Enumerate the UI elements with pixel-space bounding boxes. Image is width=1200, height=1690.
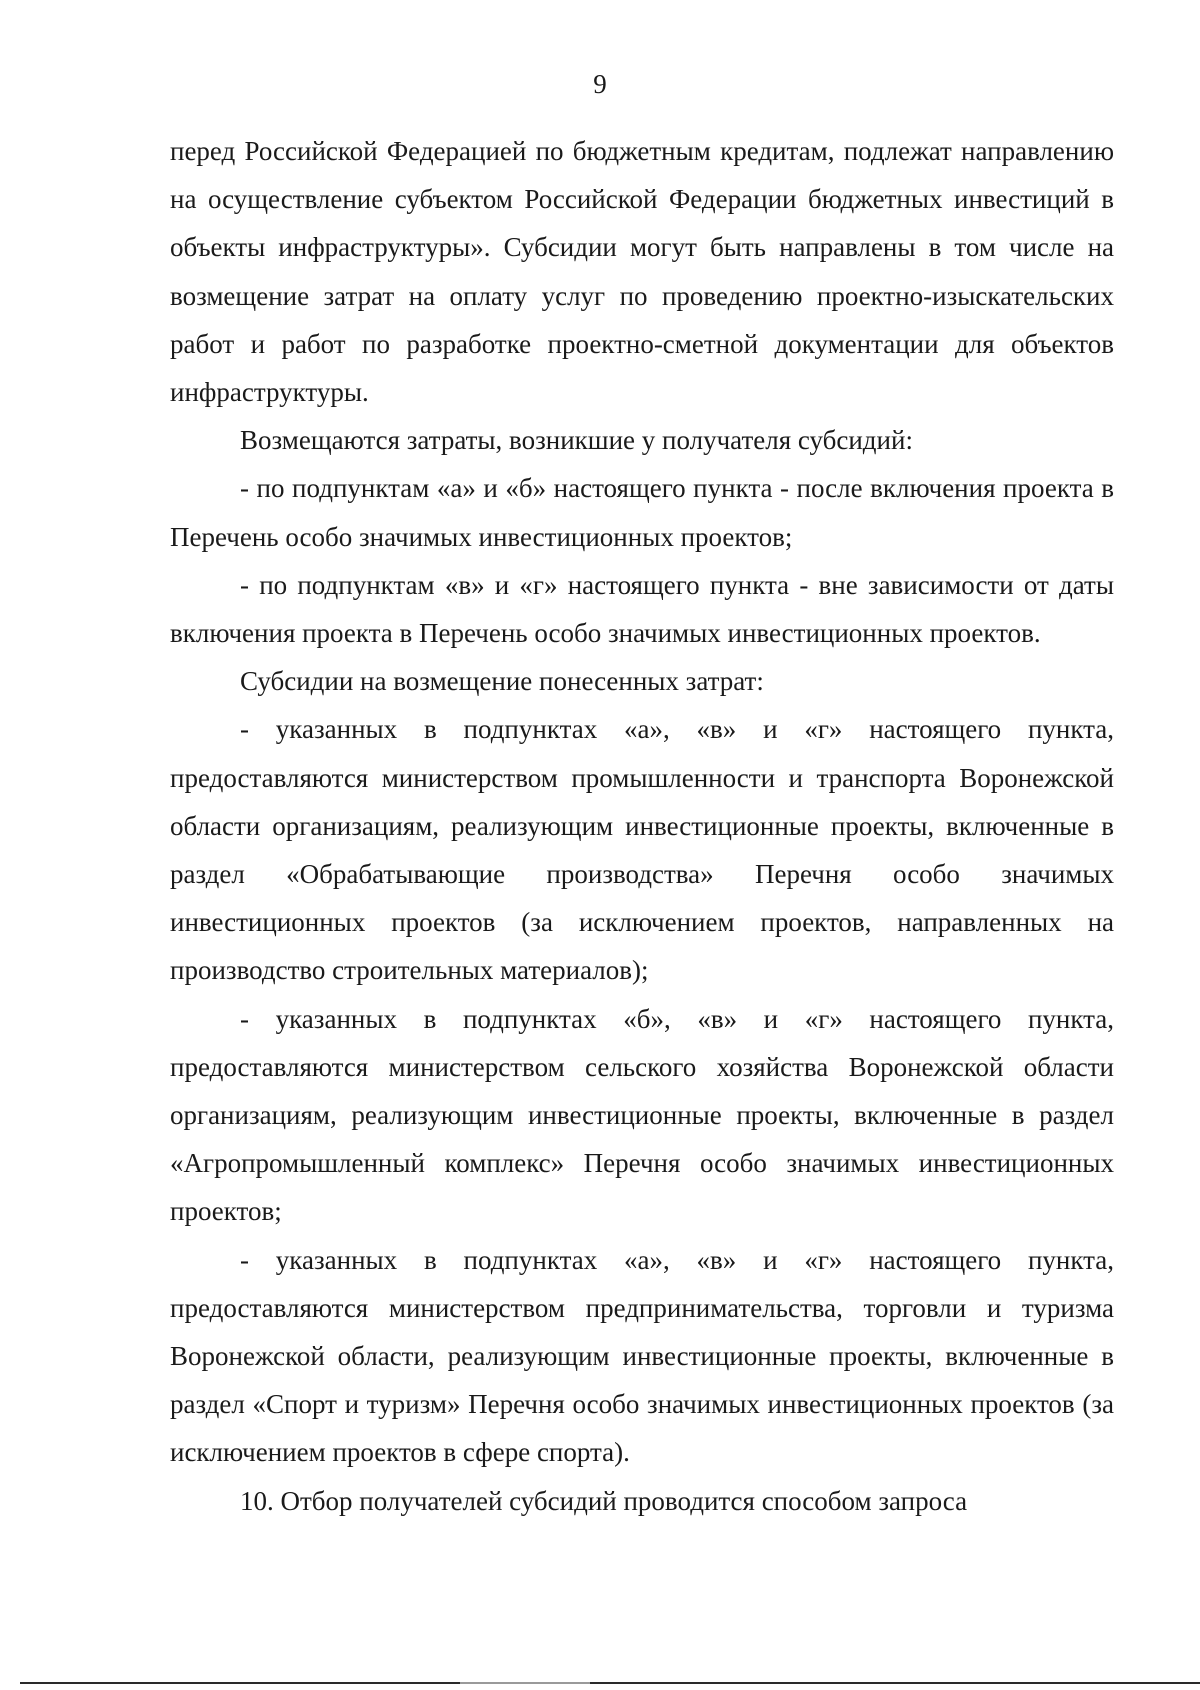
paragraph-subsidies-intro: Субсидии на возмещение понесенных затрат: (240, 666, 764, 697)
document-body (170, 127, 1114, 1525)
paragraph-subsidies-industry: - указанных в подпунктах «а», «в» и «г» настоящего пункта, предоставляются министерством промышленности и транспорта Воронежской области организациям, реализующим инвестиционные проекты, включенные в раздел «Обрабатывающие производства» Перечня особо значимых инвестиционных проектов (за исключением проектов, направленных на производство строительных материалов); (170, 714, 1114, 986)
paragraph-item-10: 10. Отбор получателей субсидий проводится способом запроса (240, 1485, 968, 1516)
page-number: 9 (593, 69, 607, 99)
bottom-rule-light-segment (460, 1682, 590, 1684)
bottom-rule (20, 1682, 1200, 1684)
paragraph-costs-item-a-b: - по подпунктам «а» и «б» настоящего пункта - после включения проекта в Перечень особо значимых инвестиционных проектов; (170, 473, 1114, 552)
paragraph-costs-item-v-g: - по подпунктам «в» и «г» настоящего пункта - вне зависимости от даты включения проекта в Перечень особо значимых инвестиционных проектов. (170, 569, 1114, 649)
paragraph-subsidies-agriculture: - указанных в подпунктах «б», «в» и «г» настоящего пункта, предоставляются министерством сельского хозяйства Воронежской области организациям, реализующим инвестиционные проекты, включенные в раздел «Агропромышленный комплекс» Перечня особо значимых инвестиционных проектов; (170, 1003, 1114, 1227)
paragraph-subsidies-tourism: - указанных в подпунктах «а», «в» и «г» настоящего пункта, предоставляются министерством предпринимательства, торговли и туризма Воронежской области, реализующим инвестиционные проекты, включенные в раздел «Спорт и туризм» Перечня особо значимых инвестиционных проектов (за исключением проектов в сфере спорта). (170, 1244, 1114, 1468)
paragraph-continuation: перед Российской Федерацией по бюджетным кредитам, подлежат направлению на осуществление субъектом Российской Федерации бюджетных инвестиций в объекты инфраструктуры». Субсидии могут быть направлены в том числе на возмещение затрат на оплату услуг по проведению проектно-изыскательских работ и работ по разработке проектно-сметной документации для объектов инфраструктуры. (170, 136, 1114, 408)
paragraph-costs-intro: Возмещаются затраты, возникшие у получателя субсидий: (240, 425, 913, 456)
